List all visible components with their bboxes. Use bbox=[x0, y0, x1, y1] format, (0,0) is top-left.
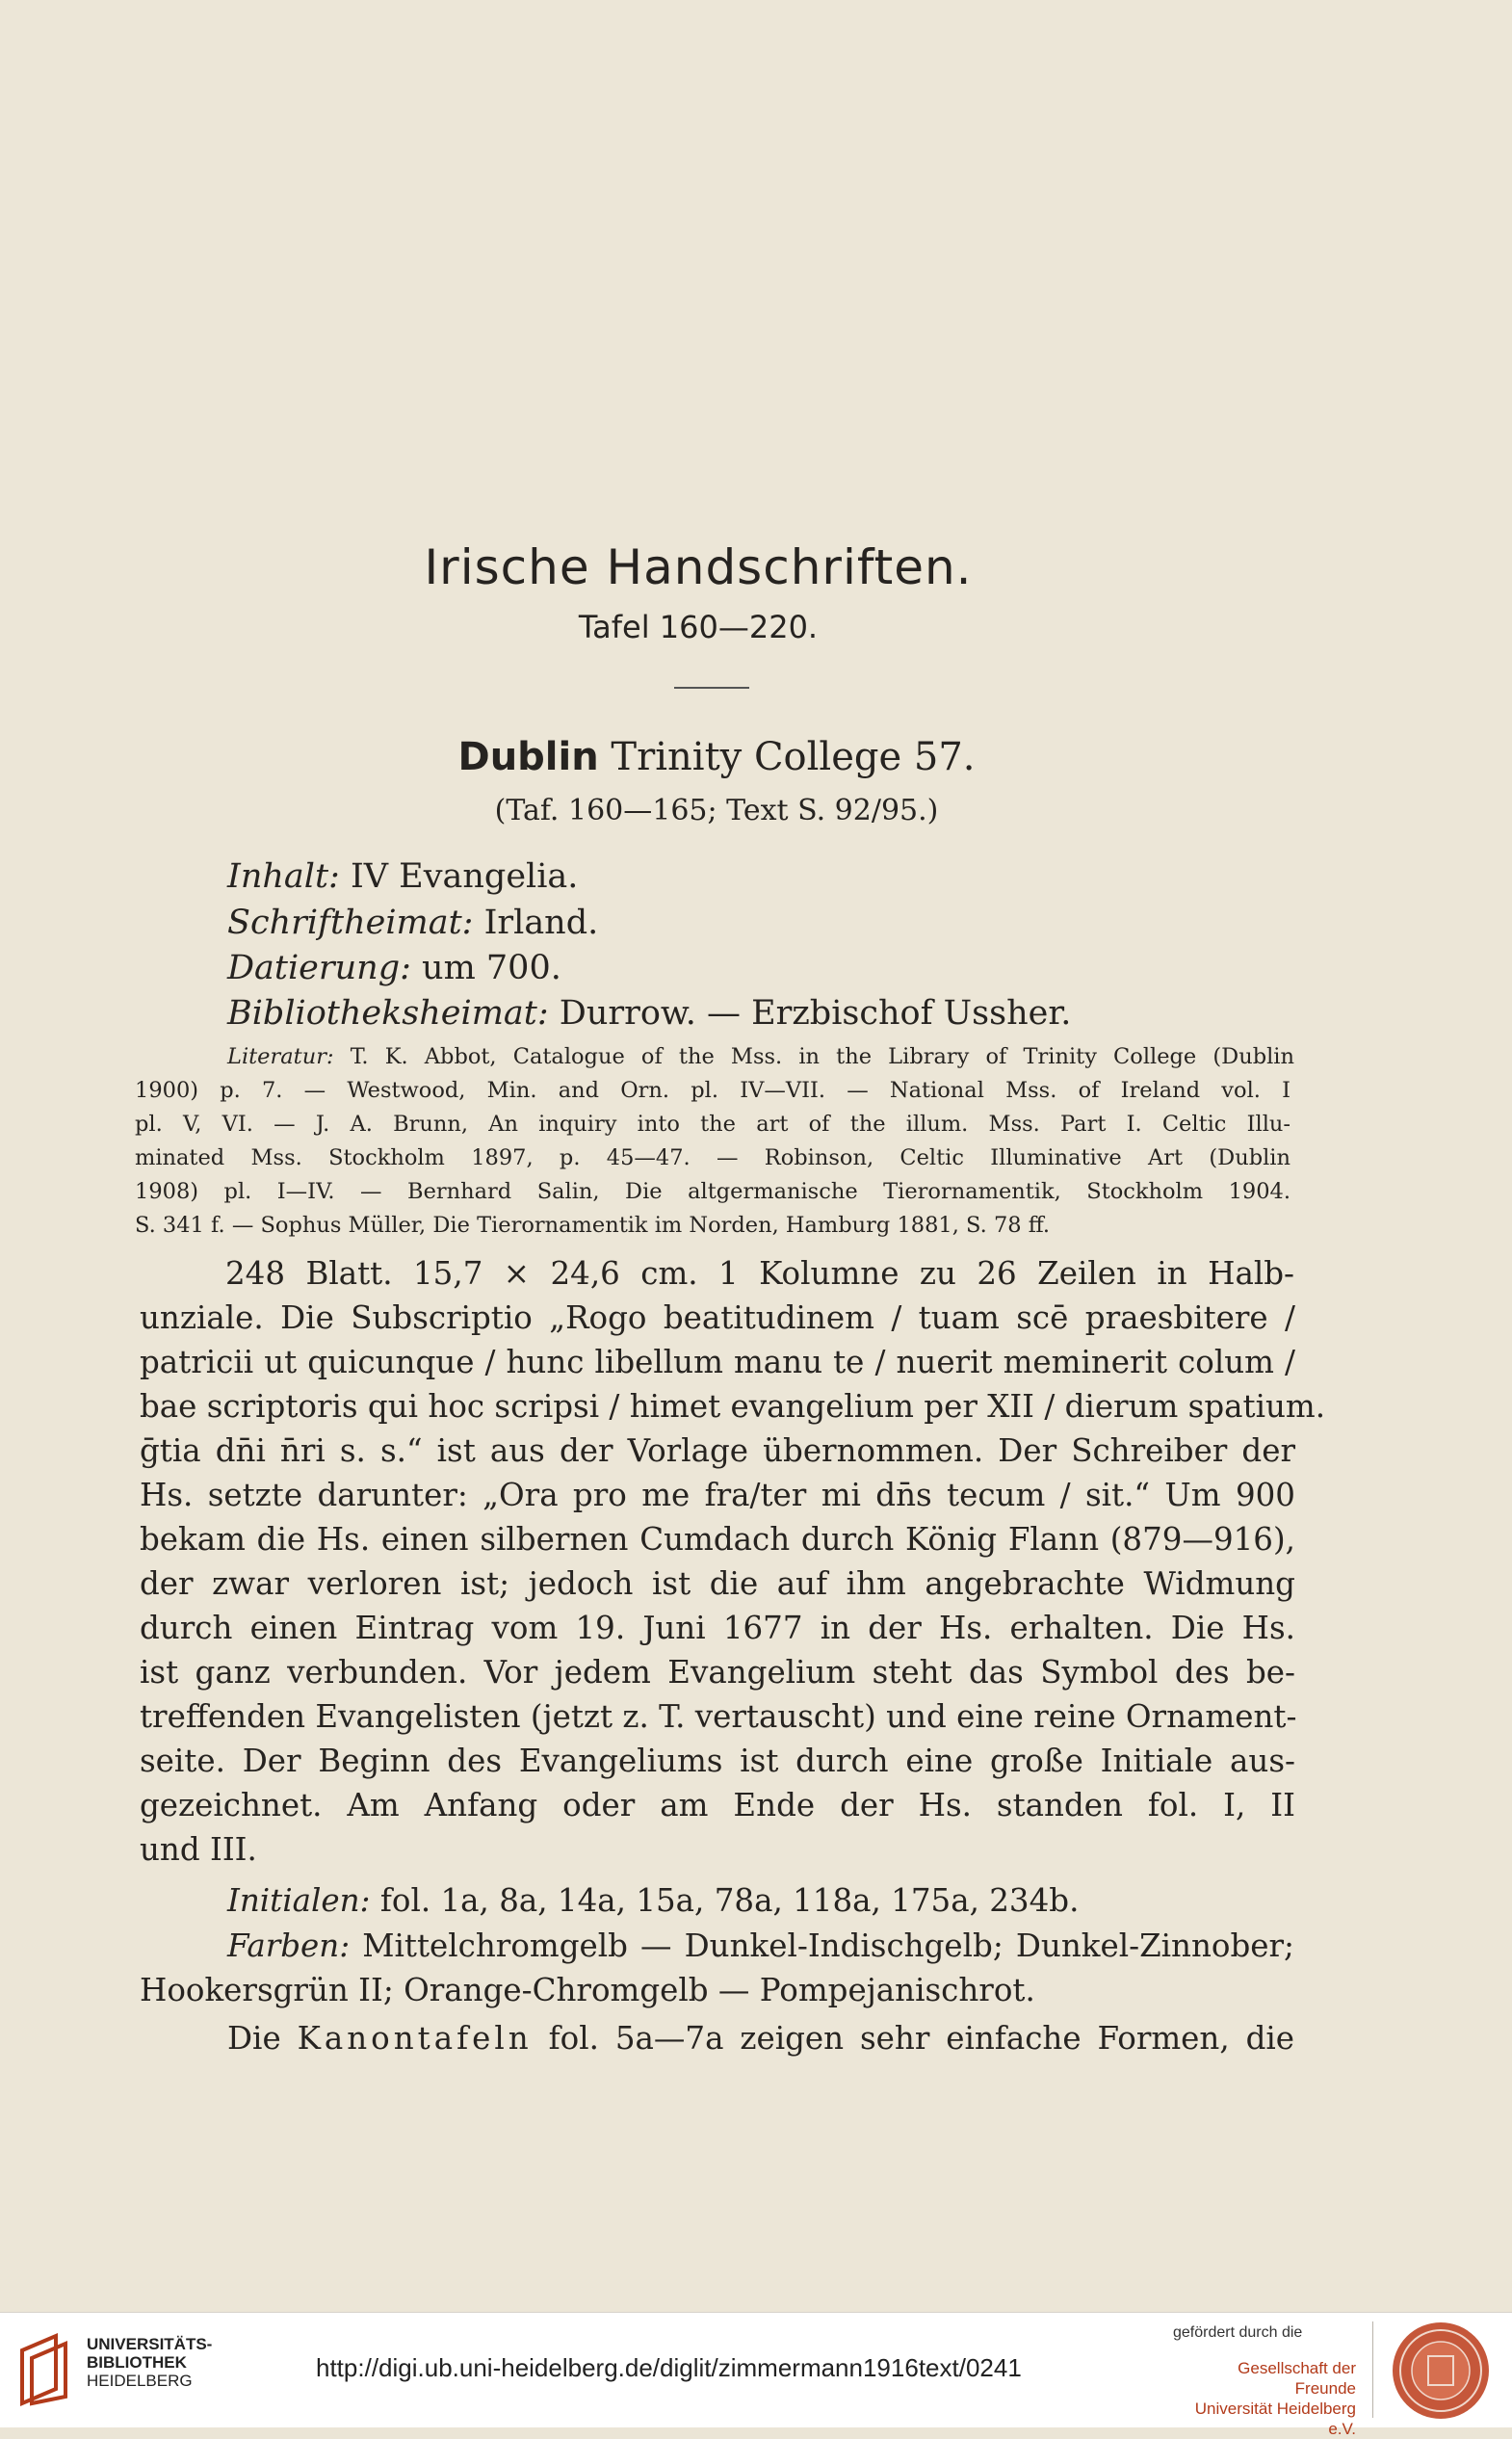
meta-inhalt: Inhalt: IV Evangelia. bbox=[227, 857, 579, 896]
meta-datierung: Datierung: um 700. bbox=[227, 949, 561, 987]
sponsor-caption: gefördert durch die bbox=[1173, 2324, 1303, 2341]
body-line: patricii ut quicunque / hunc libellum manu te / nuerit meminerit colum / bbox=[140, 1344, 1295, 1380]
body-line: durch einen Eintrag vom 19. Juni 1677 in der Hs. erhalten. Die Hs. bbox=[140, 1610, 1295, 1646]
body-line: 248 Blatt. 15,7 × 24,6 cm. 1 Kolumne zu 26 Zeilen in Halb- bbox=[225, 1255, 1294, 1292]
permalink[interactable]: http://digi.ub.uni-heidelberg.de/diglit/zimmermann1916text/0241 bbox=[316, 2353, 1022, 2382]
literature-line: minated Mss. Stockholm 1897, p. 45—47. — Robinson, Celtic Illuminative Art (Dublin bbox=[135, 1145, 1290, 1170]
body-line: unziale. Die Subscriptio „Rogo beatitudinem / tuam scē praesbitere / bbox=[140, 1299, 1295, 1336]
section-subheading: (Taf. 160—165; Text S. 92/95.) bbox=[494, 794, 939, 827]
body-line: bae scriptoris qui hoc scripsi / himet evangelium per XII / dierum spatium. bbox=[140, 1388, 1326, 1425]
university-seal-icon bbox=[1390, 2320, 1492, 2422]
meta-bibliotheksheimat: Bibliotheksheimat: Durrow. — Erzbischof Ussher. bbox=[227, 994, 1072, 1033]
library-logo-icon bbox=[17, 2331, 75, 2408]
section-heading bbox=[0, 735, 1433, 779]
body-line: ist ganz verbunden. Vor jedem Evangelium steht das Symbol des be- bbox=[140, 1654, 1295, 1691]
farben-line-cont: Hookersgrün II; Orange-Chromgelb — Pompejanischrot. bbox=[140, 1972, 1035, 2008]
page-subtitle: Tafel 160—220. bbox=[578, 609, 819, 645]
literature-line: S. 341 f. — Sophus Müller, Die Tierornamentik im Norden, Hamburg 1881, S. 78 ff. bbox=[135, 1213, 1051, 1238]
divider bbox=[674, 687, 749, 689]
literature-line: pl. V, VI. — J. A. Brunn, An inquiry into the art of the illum. Mss. Part I. Celtic Illu- bbox=[135, 1112, 1290, 1137]
sponsor-name: Gesellschaft der Freunde Universität Heidelberg e.V. bbox=[1194, 2359, 1356, 2438]
heading-rest: Trinity College 57. bbox=[598, 735, 976, 779]
footer-divider bbox=[1372, 2321, 1373, 2418]
meta-schriftheimat: Schriftheimat: Irland. bbox=[227, 904, 599, 942]
heading-city: Dublin bbox=[457, 735, 599, 779]
body-line: seite. Der Beginn des Evangeliums ist durch eine große Initiale aus- bbox=[140, 1743, 1295, 1779]
literature-line: 1900) p. 7. — Westwood, Min. and Orn. pl. IV—VII. — National Mss. of Ireland vol. I bbox=[135, 1078, 1290, 1103]
body-line: und III. bbox=[140, 1831, 257, 1868]
body-line: der zwar verloren ist; jedoch ist die auf ihm angebrachte Widmung bbox=[140, 1565, 1295, 1602]
library-name: UNIVERSITÄTS- BIBLIOTHEK HEIDELBERG bbox=[87, 2335, 213, 2390]
body-line: gezeichnet. Am Anfang oder am Ende der Hs. standen fol. I, II bbox=[140, 1787, 1295, 1823]
page-title: Irische Handschriften. bbox=[424, 539, 973, 595]
literature-line: Literatur: T. K. Abbot, Catalogue of the Mss. in the Library of Trinity College (Dublin bbox=[227, 1044, 1294, 1069]
body-line: ḡtia dn̄i n̄ri s. s.“ ist aus der Vorlage übernommen. Der Schreiber der bbox=[140, 1432, 1295, 1469]
farben-line: Farben: Mittelchromgelb — Dunkel-Indischgelb; Dunkel-Zinnober; bbox=[227, 1928, 1294, 1964]
body-line: treffenden Evangelisten (jetzt z. T. vertauscht) und eine reine Ornament- bbox=[140, 1698, 1297, 1735]
literature-line: 1908) pl. I—IV. — Bernhard Salin, Die altgermanische Tierornamentik, Stockholm 1904. bbox=[135, 1179, 1290, 1204]
body-line: Hs. setzte darunter: „Ora pro me fra/ter mi dn̄s tecum / sit.“ Um 900 bbox=[140, 1477, 1295, 1513]
initialen-line: Initialen: fol. 1a, 8a, 14a, 15a, 78a, 118a, 175a, 234b. bbox=[227, 1882, 1080, 1919]
body-line: bekam die Hs. einen silbernen Cumdach durch König Flann (879—916), bbox=[140, 1521, 1295, 1558]
kanon-line: Die Kanontafeln fol. 5a—7a zeigen sehr einfache Formen, die bbox=[227, 2020, 1295, 2057]
